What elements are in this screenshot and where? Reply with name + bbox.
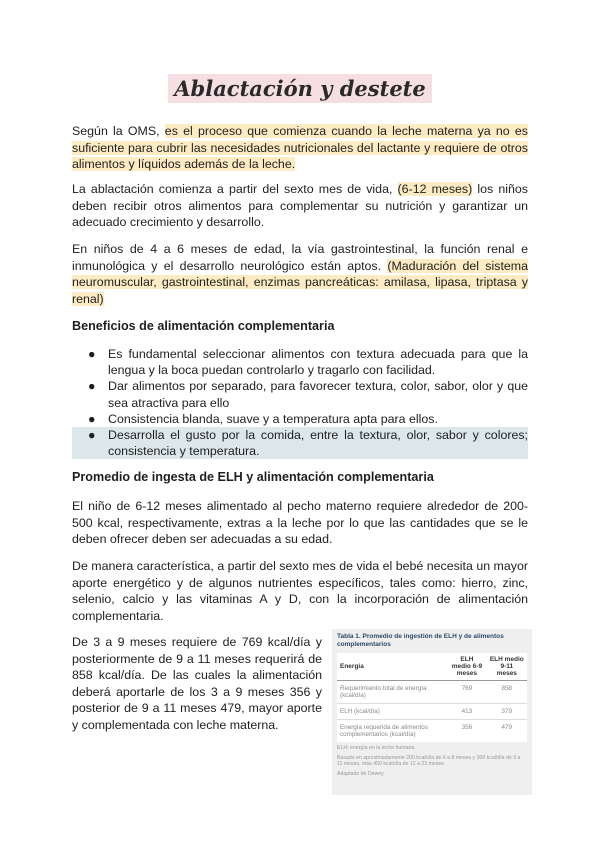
table-row bbox=[337, 681, 527, 704]
paragraph-oms-definition bbox=[72, 123, 528, 173]
bullet-icon: ● bbox=[88, 428, 96, 443]
p1-highlight: es el proceso que comienza cuando la leche materna ya no es suficiente para cubrir las necesidades nutricionales del lactante y requiere de otros alimentos y líquidos además de la leche. bbox=[72, 124, 528, 172]
table-cell: ELH (kcal/día) bbox=[337, 704, 447, 720]
table-cell: 858 bbox=[501, 685, 513, 692]
heading-benefits: Beneficios de alimentación complementaria bbox=[72, 319, 335, 333]
paragraph-sixth-month: De manera característica, a partir del sexto mes de vida el bebé necesita un mayor aporte energético y de algunos nutrientes específicos, tales como: hierro, zinc, selenio, calcio y las vitaminas A y D, con la incorporación de alimentación complementaria. bbox=[72, 559, 528, 623]
table-cell: 479 bbox=[487, 720, 527, 743]
table-footnote: Adaptado de Dewey. bbox=[337, 770, 385, 777]
list-item bbox=[72, 411, 528, 427]
table-cell: 356 bbox=[447, 720, 486, 743]
list-item-text: Dar alimentos por separado, para favorecer textura, color, sabor, olor y que sea atractiva para ello bbox=[108, 379, 528, 410]
p2-highlight: (6-12 meses) bbox=[397, 182, 473, 196]
table-cell: 413 bbox=[447, 704, 486, 720]
list-item bbox=[72, 378, 528, 410]
page-title: Ablactación y destete bbox=[168, 74, 432, 103]
p3-highlight: (Maduración del sistema neuromuscular, gastrointestinal, enzimas pancreáticas: amilasa, lipasa, triptasa y renal) bbox=[72, 258, 528, 306]
paragraph-4-6-months bbox=[72, 241, 528, 307]
table-footnote: Basado en aproximadamente 200 kcal/día de 6 a 8 meses y 300 kcal/día de 9 a 11 meses, más 450 kcal/día de 12 a 23 meses. bbox=[337, 754, 521, 767]
table-header: Energía bbox=[337, 653, 447, 681]
p3-text: En niños de 4 a 6 meses de edad, la vía gastrointestinal, la función renal e inmunológica y el desarrollo neurológico están aptos. bbox=[72, 242, 528, 273]
benefits-list bbox=[72, 346, 528, 459]
paragraph-6-12-months: El niño de 6-12 meses alimentado al pecho materno requiere alrededor de 200-500 kcal, respectivamente, extras a la leche por lo que las cantidades que se le deben ofrecer deben ser adecuadas a su edad. bbox=[72, 499, 528, 547]
table-row bbox=[337, 704, 527, 720]
list-item-highlighted bbox=[72, 427, 528, 459]
table-header-row bbox=[337, 653, 527, 681]
list-item-text: Es fundamental seleccionar alimentos con textura adecuada para que la lengua y la boca puedan controlarlo y tragarlo con facilidad. bbox=[108, 347, 528, 378]
table-header: ELH medio 6-9 meses bbox=[447, 653, 486, 681]
intake-table bbox=[337, 653, 527, 742]
p1-text: Según la OMS, bbox=[72, 124, 165, 138]
table-cell: 379 bbox=[487, 704, 527, 720]
heading-average-intake: Promedio de ingesta de ELH y alimentación complementaria bbox=[72, 470, 434, 484]
table-caption: Tabla 1. Promedio de ingestión de ELH y de alimentos complementarios bbox=[337, 633, 504, 648]
bullet-icon: ● bbox=[88, 411, 96, 426]
list-item-text: Consistencia blanda, suave y a temperatura apta para ellos. bbox=[108, 411, 438, 426]
p2-text-c: los niños deben recibir otros alimentos para complementar su nutrición y garantizar un adecuado crecimiento y desarrollo. bbox=[72, 182, 528, 230]
table-header: ELH medio 9-11 meses bbox=[487, 653, 527, 681]
table-row bbox=[337, 720, 527, 743]
table-cell: Energía requerida de alimentos complementarios (kcal/día) bbox=[337, 720, 447, 743]
table-cell: 769 bbox=[461, 685, 473, 692]
table-cell: Requerimiento total de energía (kcal/día) bbox=[340, 685, 427, 699]
bullet-icon: ● bbox=[88, 347, 96, 361]
intake-table-figure bbox=[332, 629, 532, 795]
paragraph-ablactation-start bbox=[72, 181, 528, 231]
bullet-icon: ● bbox=[88, 379, 96, 394]
title-container bbox=[0, 74, 600, 103]
list-item bbox=[72, 346, 528, 378]
paragraph-kcal-requirements: De 3 a 9 meses requiere de 769 kcal/día y posteriormente de 9 a 11 meses requerirá de 858 kcal/día. De las cuales la alimentación deberá aportarle de los 3 a 9 meses 356 y posterior de 9 a 11 meses 479, mayor aporte y complementada con leche materna. bbox=[72, 635, 322, 732]
table-footnote: ELH: energía en la leche humana. bbox=[337, 745, 416, 751]
list-item-text: Desarrolla el gusto por la comida, entre la textura, olor, sabor y colores; consistencia y temperatura. bbox=[108, 428, 528, 459]
p2-text-a: La ablactación comienza a partir del sexto mes de vida, bbox=[72, 182, 398, 196]
